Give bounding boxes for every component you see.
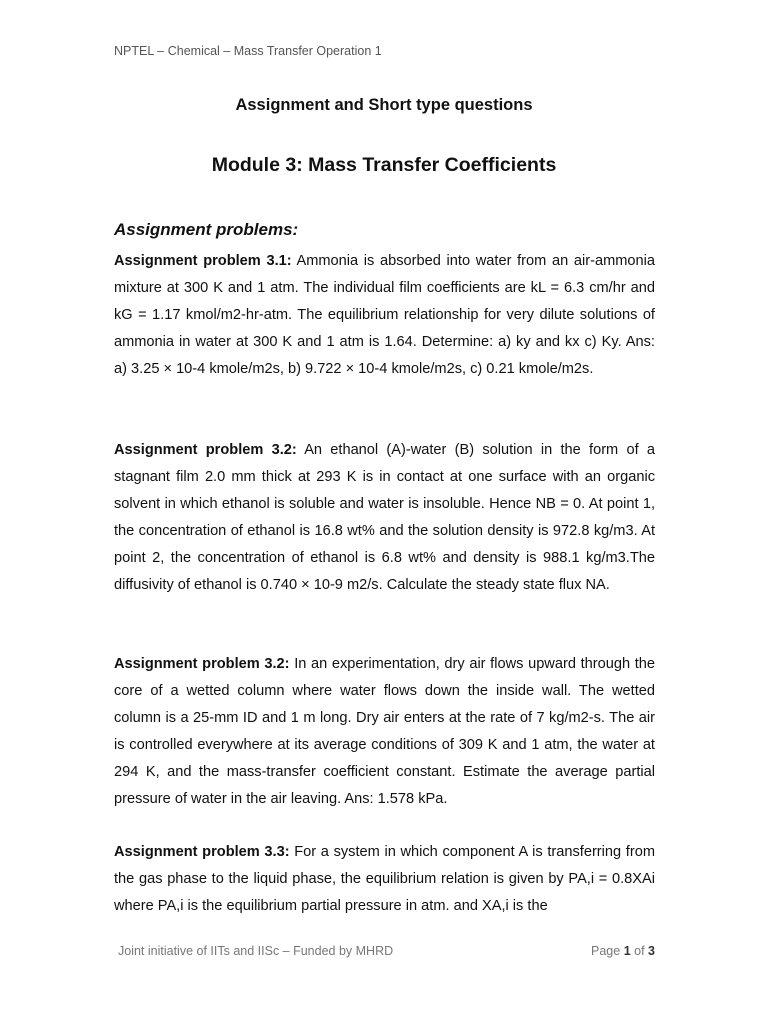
problem-label: Assignment problem 3.2: [114, 442, 297, 458]
problem-3-2-b [114, 651, 655, 813]
problem-text: In an experimentation, dry air flows upward through the core of a wetted column where water flows down the inside wall. The wetted column is a 25-mm ID and 1 m long. Dry air enters at the rate of 7 kg/m2-s. The air is controlled everywhere at its average conditions of 309 K and 1 atm, the water at 294 K, and the mass-transfer coefficient constant. Estimate the average partial pressure of water in the air leaving. Ans: 1.578 kPa. [114, 656, 656, 807]
problem-label: Assignment problem 3.3: [114, 844, 290, 860]
problem-3-2-a [114, 437, 655, 599]
problem-3-3 [114, 839, 655, 920]
problem-text: An ethanol (A)-water (B) solution in the form of a stagnant film 2.0 mm thick at 293 K is in contact at one surface with an organic solvent in which ethanol is soluble and water is insoluble. Hence NB = 0. At point 1, the concentration of ethanol is 16.8 wt% and the solution density is 972.8 kg/m3. At point 2, the concentration of ethanol is 6.8 wt% and density is 988.1 kg/m3.The diffusivity of ethanol is 0.740 × 10-9 m2/s. Calculate the steady state flux NA. [114, 442, 655, 593]
running-header: NPTEL – Chemical – Mass Transfer Operation 1 [114, 44, 382, 58]
problem-text: For a system in which component A is transferring from the gas phase to the liquid phase, the equilibrium relation is given by PA,i = 0.8XAi where PA,i is the equilibrium partial pressure in atm. and XA,i is the [114, 844, 655, 914]
section-heading: Assignment problems: [114, 220, 299, 239]
page-number: Page 1 of 3 [591, 944, 655, 958]
problem-3-1 [114, 248, 655, 383]
footer-credit: Joint initiative of IITs and IISc – Funded by MHRD [118, 944, 394, 958]
module-title: Module 3: Mass Transfer Coefficients [211, 154, 557, 176]
document-heading: Assignment and Short type questions [235, 96, 533, 114]
problem-text: Ammonia is absorbed into water from an air-ammonia mixture at 300 K and 1 atm. The individual film coefficients are kL = 6.3 cm/hr and kG = 1.17 kmol/m2-hr-atm. The equilibrium relationship for very dilute solutions of ammonia in water at 300 K and 1 atm is 1.64. Determine: a) ky and kx c) Ky. Ans: a) 3.25 × 10-4 kmole/m2s, b) 9.722 × 10-4 kmole/m2s, c) 0.21 kmole/m2s. [114, 253, 655, 377]
problem-label: Assignment problem 3.1: [114, 253, 292, 269]
problem-label: Assignment problem 3.2: [114, 656, 290, 672]
